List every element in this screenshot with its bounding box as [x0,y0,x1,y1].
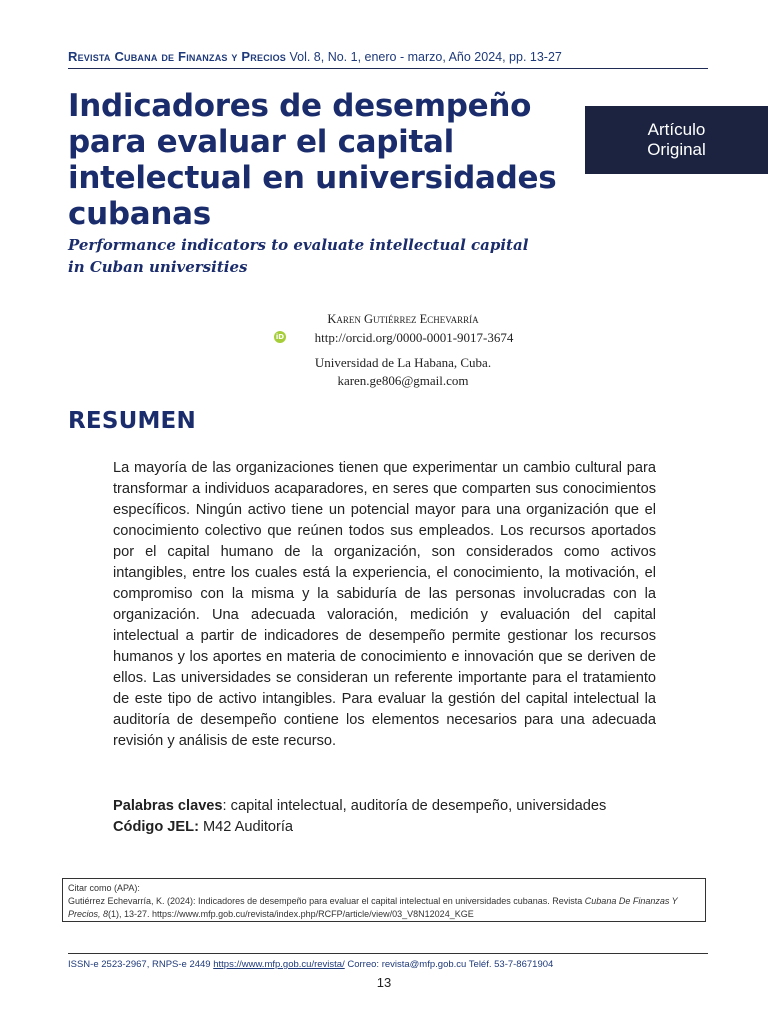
article-subtitle: Performance indicators to evaluate intellectual capital in Cuban universities [68,236,529,276]
orcid-icon: iD [275,333,285,341]
keywords-value: : capital intelectual, auditoría de desempeño, universidades [222,798,607,814]
author-name: Karen Gutiérrez Echevarría [327,312,479,326]
author-affiliation: Universidad de La Habana, Cuba. [314,355,492,370]
article-type-badge [585,106,768,174]
author-block [268,310,538,390]
footer-url-link[interactable]: https://www.mfp.gob.cu/revista/ [213,959,345,970]
citation-journal: Cubana De Finanzas Y Precios, 8 [68,896,678,919]
abstract-text: La mayoría de las organizaciones tienen que experimentar un cambio cultural para transformar a individuos acaparadores, en seres que comparten sus conocimientos específicos. Ningún activo tiene un potencial mayor para una organización que el conocimiento colectivo que reúnen todos sus empleados. Los recursos aportados por el capital humano de la organización, son considerados como activos intangibles, entre los cuales está la experiencia, el conocimiento, la motivación, el compromiso con la misma y la sabiduría de las personas involucradas con la organización. Una adecuada valoración, medición y evaluación del capital intelectual a partir de indicadores de desempeño permite gestionar los recursos humanos y los aportes en materia de conocimiento e innovación que se deriven de ellos. Las universidades se consideran un referente importante para el tratamiento de este tipo de activo intangibles. Para evaluar la gestión del capital intelectual la auditoría de desempeño contiene los elementos necesarios para una adecuada revisión y análisis de este recurso. [113,460,656,749]
citation-text-end: (1), 13-27. https://www.mfp.gob.cu/revista/index.php/RCFP/article/view/03_V8N12024_KGE [108,909,474,919]
article-title: Indicadores de desempeño para evaluar el capital intelectual en universidades cubanas [68,88,557,232]
jel-value: M42 Auditoría [198,819,294,835]
jel-line [113,817,713,838]
orcid-line [268,328,538,348]
footer-phone: Teléf. 53-7-8671904 [468,959,554,970]
page-number: 13 [376,975,392,990]
citation-box [62,878,706,922]
journal-name: Revista Cubana de Finanzas y Precios [68,49,286,64]
keywords-line [113,796,713,817]
footer-email-label: Correo [347,959,377,970]
citation-label: Citar como (APA): [68,883,140,893]
badge-line-2: Original [647,140,706,159]
footer-email-sep: : [376,959,380,970]
footer [68,959,708,970]
jel-label: Código JEL: [113,819,199,835]
footer-divider [68,953,708,954]
author-email[interactable]: karen.ge806@gmail.com [337,373,469,388]
footer-issn: ISSN-e 2523-2967, RNPS-e 2449 [68,959,211,970]
keywords-label: Palabras claves [113,798,223,814]
journal-header [68,49,708,67]
citation-text [68,895,700,921]
badge-line-1: Artículo [647,120,706,139]
issue-info: Vol. 8, No. 1, enero - marzo, Año 2024, pp. 13-27 [289,50,562,64]
header-divider [68,68,708,69]
orcid-link[interactable]: http://orcid.org/0000-0001-9017-3674 [314,330,514,345]
citation-text-main: Gutiérrez Echevarría, K. (2024): Indicadores de desempeño para evaluar el capital intelectual en universidades cubanas. Revista [68,896,585,906]
keywords-block [113,796,713,838]
footer-email[interactable]: revista@mfp.gob.cu [381,959,467,970]
abstract-heading: RESUMEN [68,408,196,434]
